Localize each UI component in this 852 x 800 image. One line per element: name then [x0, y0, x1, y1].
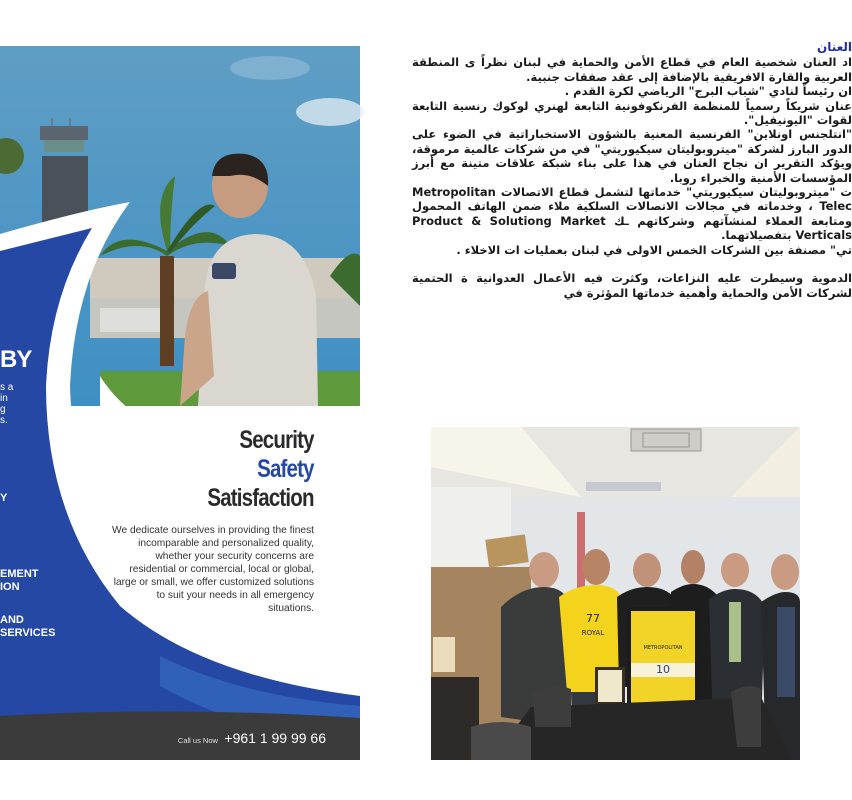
blue-panel-intro	[0, 382, 13, 426]
jersey-number: 77	[586, 612, 600, 625]
chair	[471, 722, 531, 760]
headline-satisfaction: Satisfaction	[207, 484, 314, 512]
call-label: Call us Now	[177, 736, 218, 745]
tagline-paragraph: We dedicate ourselves in providing the finest incomparable and personalized quality, whether your security concerns are residential or commercial, local or global, large or small, we offer customized solutions to suit your needs in all emergency situations.	[112, 525, 314, 614]
service-item	[0, 614, 55, 640]
headline-security: Security	[239, 426, 314, 454]
service-line: Y	[0, 492, 8, 504]
intro-fragment: s.	[0, 415, 8, 426]
framed-jersey-number: 10	[656, 663, 670, 676]
article-paragraph: تي" مصنفة بين الشركات الخمس الاولى في لبنان بعمليات ات الاخلاء .	[456, 242, 852, 257]
framed-jersey-sponsor: METROPOLITAN	[643, 645, 683, 651]
article-body	[412, 40, 852, 300]
article-title: العنان	[816, 40, 852, 54]
service-line: ION	[0, 581, 20, 593]
phone-number[interactable]: +961 1 99 99 66	[224, 730, 326, 746]
plaque-wall	[485, 534, 529, 567]
intro-fragment: g	[0, 404, 6, 415]
blue-panel-heading: BY	[0, 346, 32, 373]
article-paragraph: الدموية وسيطرت عليه النزاعات، وكثرت فيه الأعمال العدوانية ة الحتمية لشركات الأمن والحماية وأهمية خدماتها المؤثرة في	[412, 271, 852, 300]
air-vent	[631, 429, 701, 451]
chair	[533, 686, 571, 727]
article-paragraph: ان رئيساً لنادي "شباب البرج" الرياضي لكرة القدم .	[564, 84, 852, 99]
headline-safety: Safety	[257, 455, 314, 483]
article-paragraph: عنان شريكاً رسمياً للمنظمة الفرنكوفونية التابعة لهنري لوكوك رنسية التابعة لقوات "اليونيفيل".	[412, 98, 852, 128]
service-line: EMENT	[0, 568, 39, 580]
intro-fragment: s a	[0, 382, 14, 393]
brochure-page	[0, 46, 360, 760]
headline	[208, 426, 314, 513]
article-paragraph: ت "ميتروبوليتان سيكيوريتي" خدماتها لتشمل قطاع الاتصالات Metropolitan Telec ، وخدماته في مجالات الاتصالات السلكية ملاء ضمن الهاتف المحمول ومتابعة العملاء لمنشآتهم وشركاتهم ـك Product & Solutiong Market Verticals بتفصيلاتهما.	[412, 185, 852, 243]
jersey-sponsor: ROYAL	[581, 629, 605, 637]
service-item	[0, 568, 39, 594]
article-paragraph: اد العنان شخصية العام في قطاع الأمن والحماية في لبنان نظراً ى المنطقة العربية والقارة الافريقية بالإضافة إلى عقد صفقات جنبية.	[412, 55, 852, 84]
intro-fragment: in	[0, 393, 8, 404]
service-line: AND	[0, 614, 24, 626]
call-us-line	[178, 730, 326, 748]
blue-wave-background	[0, 46, 360, 760]
article-paragraph: "انتلجنس اونلاين" الفرنسية المعنية بالشؤون الاستخباراتية في الضوء على الدور البارز لشركة "ميتروبوليتان سيكيوريتي" في من شركات عالمية مرموقة، ويؤكد التقرير ان نجاح العنان في هذا على بناء شبكة علاقات متينة مع أبرز المؤسسات الأمنية والخبراء روبا.	[412, 127, 852, 185]
arabic-article	[402, 40, 852, 370]
framed-jersey	[627, 607, 699, 707]
service-line: SERVICES	[0, 627, 56, 639]
service-item	[0, 492, 7, 505]
team-photo	[431, 427, 800, 760]
